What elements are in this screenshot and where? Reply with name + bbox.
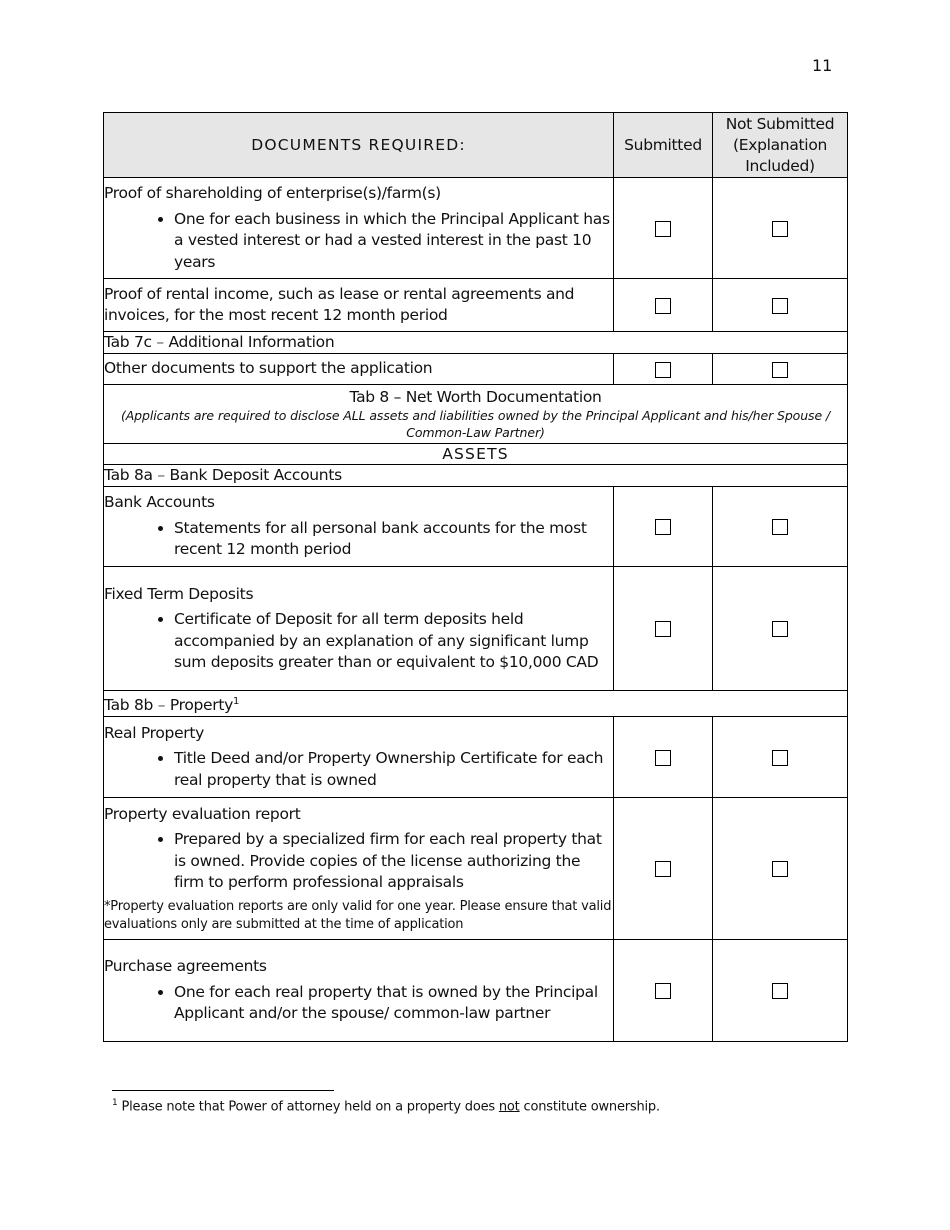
- section-row-tab-8b: [104, 691, 848, 717]
- row-title: Fixed Term Deposits: [104, 584, 254, 603]
- table-row: [104, 487, 848, 567]
- table-row: [104, 354, 848, 385]
- tab-title: Bank Deposit Accounts: [169, 466, 342, 484]
- submitted-checkbox[interactable]: [655, 362, 671, 378]
- tab-title: Property: [169, 696, 233, 715]
- tab-dash: –: [157, 696, 166, 715]
- not-submitted-checkbox[interactable]: [772, 750, 788, 766]
- submitted-checkbox[interactable]: [655, 983, 671, 999]
- table-header-row: [104, 113, 848, 178]
- tab-dash: –: [157, 466, 165, 484]
- section-row-tab-7c: [104, 332, 848, 354]
- footnote-divider: [112, 1090, 334, 1091]
- not-submitted-checkbox[interactable]: [772, 519, 788, 535]
- tab-label: Tab 8a: [104, 466, 153, 484]
- section-subtitle: (Applicants are required to disclose ALL assets and liabilities owned by the Principal Applicant and his/her Spouse / Common-Law Partner): [120, 408, 831, 440]
- row-title: Proof of shareholding of enterprise(s)/farm(s): [104, 184, 441, 202]
- not-submitted-header: Not Submitted (Explanation Included): [713, 113, 848, 178]
- row-bullet: • Prepared by a specialized firm for each real property that is owned. Provide copies of the license authorizing the firm to perform professional appraisals: [174, 829, 613, 894]
- documents-required-header: DOCUMENTS REQUIRED:: [104, 113, 614, 178]
- assets-row: [104, 444, 848, 465]
- not-submitted-checkbox[interactable]: [772, 983, 788, 999]
- table-row: [104, 279, 848, 332]
- table-row: [104, 717, 848, 798]
- row-title: Purchase agreements: [104, 957, 267, 976]
- documents-checklist-table: [103, 112, 848, 1042]
- submitted-checkbox[interactable]: [655, 750, 671, 766]
- footnote: [112, 1098, 660, 1114]
- footnote-ref: 1: [233, 696, 240, 707]
- submitted-checkbox[interactable]: [655, 519, 671, 535]
- table-row: [104, 940, 848, 1042]
- section-row-tab-8a: [104, 465, 848, 487]
- not-submitted-checkbox[interactable]: [772, 298, 788, 314]
- page-number: 11: [812, 56, 833, 75]
- footnote-number: 1: [112, 1098, 118, 1108]
- submitted-header: Submitted: [614, 113, 713, 178]
- table-row: [104, 178, 848, 279]
- row-title: Property evaluation report: [104, 804, 301, 823]
- tab-label: Tab 8b: [104, 696, 154, 715]
- footnote-text-after: constitute ownership.: [519, 1099, 660, 1115]
- not-submitted-checkbox[interactable]: [772, 861, 788, 877]
- tab-dash: –: [156, 333, 164, 351]
- submitted-checkbox[interactable]: [655, 861, 671, 877]
- section-title: Tab 8 – Net Worth Documentation: [349, 388, 602, 406]
- row-bullet: • One for each real property that is owned by the Principal Applicant and/or the spouse/ common-law partner: [174, 982, 613, 1025]
- row-bullet: • Title Deed and/or Property Ownership Certificate for each real property that is owned: [174, 748, 613, 791]
- footnote-emphasis: not: [498, 1099, 520, 1115]
- tab-title: Additional Information: [168, 333, 335, 351]
- row-title: Other documents to support the application: [104, 359, 433, 378]
- row-title: Bank Accounts: [104, 493, 215, 512]
- table-row: [104, 798, 848, 940]
- row-bullet: • Statements for all personal bank accounts for the most recent 12 month period: [174, 518, 613, 561]
- table-row: [104, 567, 848, 691]
- submitted-checkbox[interactable]: [655, 221, 671, 237]
- row-note: *Property evaluation reports are only valid for one year. Please ensure that valid evaluations only are submitted at the time of application: [104, 898, 612, 932]
- not-submitted-checkbox[interactable]: [772, 621, 788, 637]
- row-bullet: • Certificate of Deposit for all term deposits held accompanied by an explanation of any significant lump sum deposits greater than or equivalent to $10,000 CAD: [174, 609, 613, 674]
- footnote-text-before: Please note that Power of attorney held on a property does: [121, 1099, 499, 1115]
- assets-title: ASSETS: [104, 444, 848, 465]
- not-submitted-checkbox[interactable]: [772, 362, 788, 378]
- section-row-tab-8: [104, 385, 848, 444]
- submitted-checkbox[interactable]: [655, 298, 671, 314]
- tab-label: Tab 7c: [104, 333, 152, 351]
- row-title: Proof of rental income, such as lease or rental agreements and invoices, for the most recent 12 month period: [104, 284, 575, 324]
- row-title: Real Property: [104, 723, 205, 742]
- submitted-checkbox[interactable]: [655, 621, 671, 637]
- row-bullet: • One for each business in which the Principal Applicant has a vested interest or had a vested interest in the past 10 years: [174, 209, 613, 274]
- not-submitted-checkbox[interactable]: [772, 221, 788, 237]
